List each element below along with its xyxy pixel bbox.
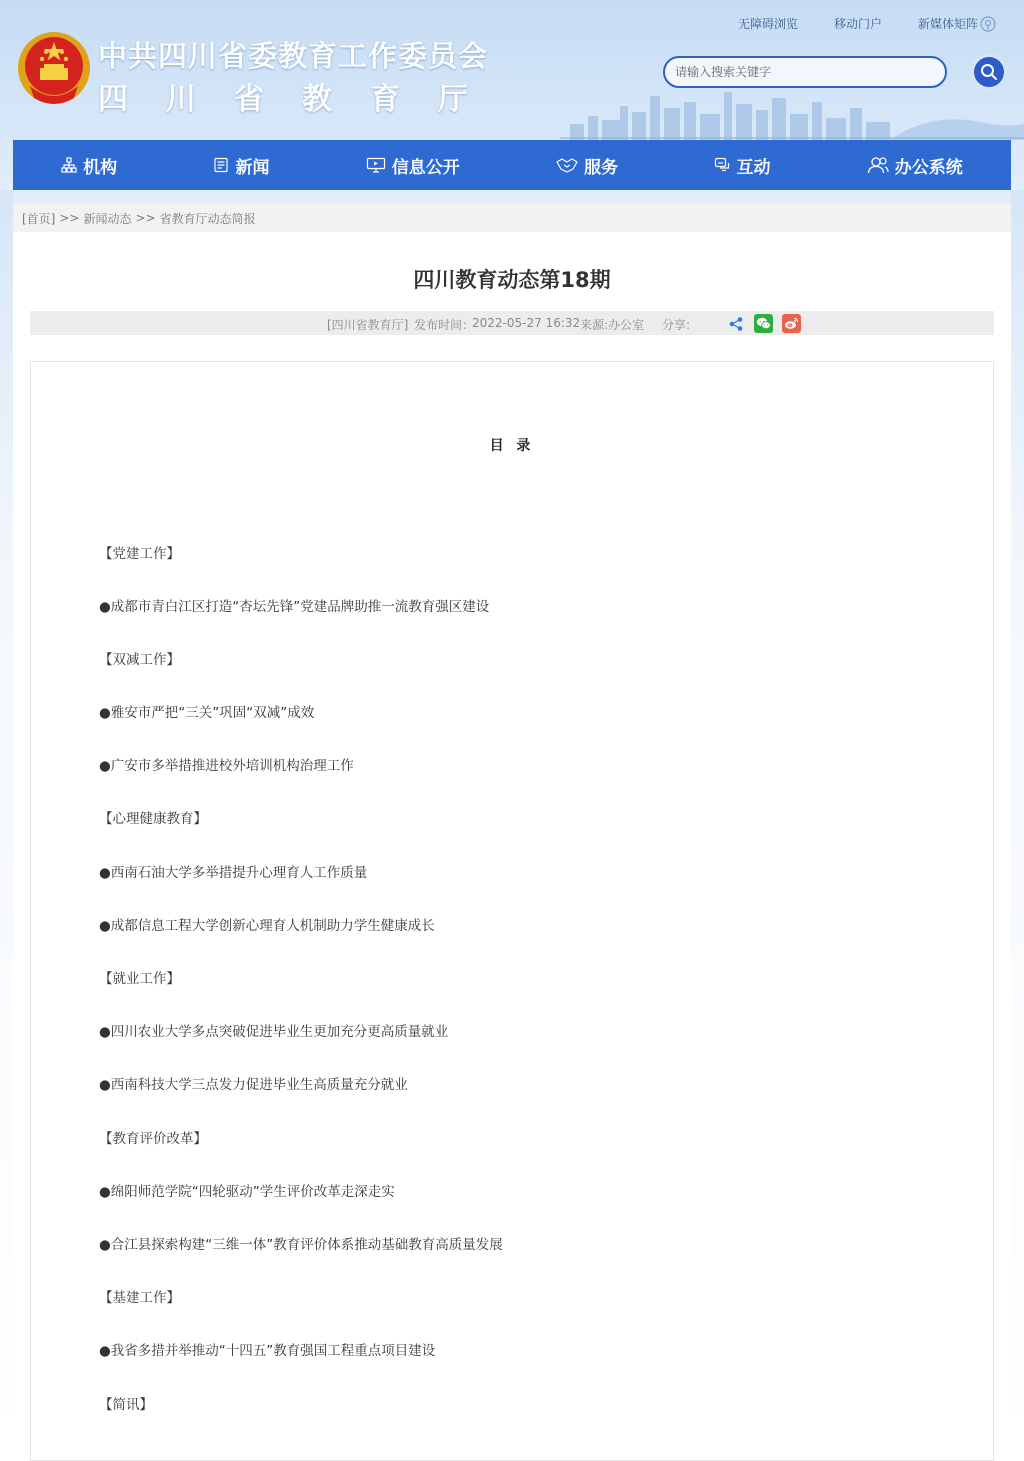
handshake-icon — [556, 157, 578, 173]
new-media-label: 新媒体矩阵 — [917, 17, 978, 31]
toc-section-heading: 【心理健康教育】 — [99, 811, 207, 827]
dept-title-char: 四 — [98, 82, 128, 117]
wechat-icon — [756, 317, 771, 330]
toc-section-heading: 【教育评价改革】 — [99, 1131, 207, 1147]
article-meta-bar — [30, 311, 994, 335]
nav-label: 服务 — [584, 157, 619, 178]
nav-label: 互动 — [736, 157, 771, 178]
nav-item-interaction[interactable] — [714, 153, 770, 178]
toc-item: ●广安市多举措推进校外培训机构治理工作 — [99, 758, 354, 774]
dept-title-char: 省 — [234, 82, 264, 117]
toc-item: ●成都市青白江区打造“杏坛先锋”党建品牌助推一流教育强区建设 — [99, 599, 490, 615]
dept-title-char: 川 — [166, 82, 196, 117]
toc-item: ●绵阳师范学院“四轮驱动”学生评价改革走深走实 — [99, 1184, 395, 1200]
publish-time: 2022-05-27 16:32 — [472, 316, 581, 330]
article-container — [13, 232, 1011, 1452]
toc-section-heading: 【就业工作】 — [99, 971, 180, 987]
toc-item: ●成都信息工程大学创新心理育人机制助力学生健康成长 — [99, 918, 435, 934]
toc-section-heading: 【党建工作】 — [99, 546, 180, 562]
share-icon — [728, 316, 744, 332]
nav-item-org[interactable] — [61, 153, 117, 178]
nav-label: 新闻 — [235, 157, 270, 178]
wechat-share-button[interactable] — [754, 314, 773, 333]
nav-item-news[interactable] — [213, 153, 269, 178]
accessible-browse-link[interactable]: 无障碍浏览 — [737, 17, 798, 31]
breadcrumb-news[interactable]: 新闻动态 — [83, 211, 132, 226]
toc-item: ●西南石油大学多举措提升心理育人工作质量 — [99, 865, 368, 881]
city-skyline-graphic — [560, 88, 1024, 140]
newspaper-icon — [213, 157, 229, 173]
nav-item-office-system[interactable] — [867, 153, 963, 178]
nav-label: 机构 — [83, 157, 118, 178]
weibo-share-button[interactable] — [782, 314, 801, 333]
breadcrumb-separator: >> — [135, 211, 156, 225]
main-nav — [13, 140, 1011, 190]
org-title: 中共四川省委教育工作委员会 — [98, 39, 489, 73]
toc-item: ●合江县探索构建“三维一体”教育评价体系推动基础教育高质量发展 — [99, 1237, 503, 1253]
dept-title-char: 厅 — [438, 82, 468, 117]
chat-icon — [714, 157, 730, 173]
top-links — [738, 15, 996, 32]
share-label: 分享: — [662, 318, 691, 332]
article-content — [30, 361, 994, 1461]
right-margin — [1011, 190, 1024, 1452]
toc-item: ●雅安市严把“三关”巩固“双减”成效 — [99, 705, 315, 721]
nav-label: 办公系统 — [894, 157, 963, 178]
dept-title-char: 教 — [302, 82, 332, 117]
publish-label: 发布时间： — [414, 318, 475, 332]
toc-section-heading: 【双减工作】 — [99, 652, 180, 668]
mobile-portal-link[interactable]: 移动门户 — [833, 17, 882, 31]
share-button[interactable] — [726, 314, 745, 333]
breadcrumb-briefing[interactable]: 省教育厅动态简报 — [159, 211, 256, 226]
source-label: 来源: — [580, 318, 609, 332]
search-input[interactable] — [663, 56, 947, 88]
new-media-link[interactable] — [918, 15, 996, 32]
breadcrumb-home[interactable]: [首页] — [22, 211, 56, 226]
location-pin-icon — [980, 16, 996, 32]
breadcrumb-separator: >> — [59, 211, 80, 225]
toc-item: ●四川农业大学多点突破促进毕业生更加充分更高质量就业 — [99, 1024, 449, 1040]
toc-item: ●我省多措并举推动“十四五”教育强国工程重点项目建设 — [99, 1343, 436, 1359]
source-org: [四川省教育厅] — [327, 318, 409, 332]
weibo-icon — [784, 317, 799, 330]
org-chart-icon — [61, 157, 77, 173]
toc-item: ●西南科技大学三点发力促进毕业生高质量充分就业 — [99, 1077, 408, 1093]
monitor-icon — [366, 157, 386, 173]
dept-title — [98, 74, 468, 118]
toc-section-heading: 【简讯】 — [99, 1397, 153, 1413]
left-margin — [0, 190, 13, 1452]
nav-item-info-disclosure[interactable] — [366, 153, 460, 178]
users-icon — [867, 156, 889, 174]
nav-item-service[interactable] — [556, 153, 618, 178]
source-value: 办公室 — [608, 318, 645, 332]
search-icon — [980, 63, 998, 81]
dept-title-char: 育 — [370, 82, 400, 117]
search-button[interactable] — [971, 54, 1007, 90]
site-header — [0, 0, 1024, 140]
national-emblem-icon — [16, 30, 92, 110]
toc-section-heading: 【基建工作】 — [99, 1290, 180, 1306]
toc-heading: 目 录 — [489, 438, 535, 454]
breadcrumb — [13, 204, 1011, 232]
nav-label: 信息公开 — [391, 157, 460, 178]
article-title: 四川教育动态第18期 — [413, 268, 611, 292]
